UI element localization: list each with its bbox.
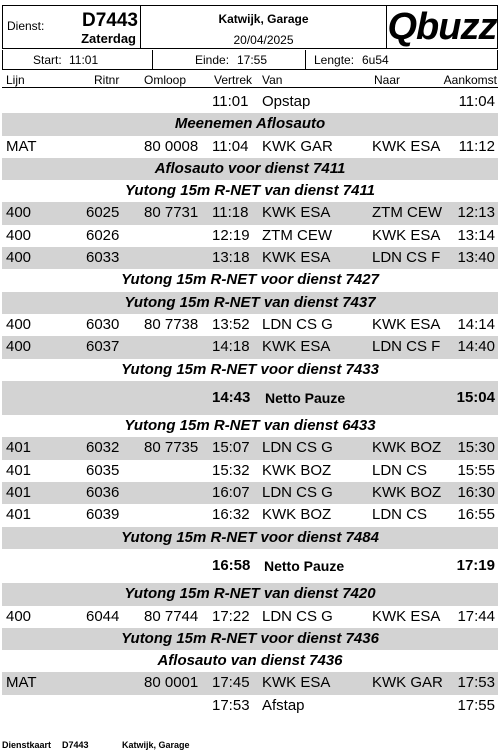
trip-row <box>2 202 498 224</box>
cell-naar: KWK ESA <box>372 226 441 244</box>
start-label: Start: <box>33 53 62 67</box>
section-heading-text: Yutong 15m R-NET van dienst 6433 <box>124 417 376 435</box>
cell-aankomst: 13:14 <box>457 226 495 244</box>
dienst-label: Dienst: <box>7 19 45 33</box>
lengte-cell <box>306 50 497 69</box>
section-heading-text: Yutong 15m R-NET van dienst 7420 <box>124 585 376 603</box>
cell-naar: LDN CS F <box>372 249 441 267</box>
col-vertrek: Vertrek <box>214 73 253 87</box>
cell-aankomst: 14:40 <box>457 338 495 356</box>
cell-vertrek: 16:32 <box>212 506 250 524</box>
section-heading-text: Yutong 15m R-NET voor dienst 7484 <box>121 528 379 546</box>
cell-naar: KWK ESA <box>372 137 441 155</box>
section-heading <box>2 158 498 180</box>
cell-lijn: 400 <box>6 226 32 244</box>
cell-vertrek: 17:53 <box>212 696 250 714</box>
section-heading <box>2 180 498 202</box>
cell-naar: KWK ESA <box>372 315 441 333</box>
cell-aankomst: 15:30 <box>457 439 495 457</box>
cell-vertrek: 17:45 <box>212 674 250 692</box>
einde-time: 17:55 <box>237 53 268 67</box>
cell-van: LDN CS G <box>262 439 333 457</box>
cell-aankomst: 15:55 <box>457 461 495 479</box>
cell-vertrek: 15:32 <box>212 461 250 479</box>
trip-row <box>2 460 498 482</box>
cell-omloop: 80 0008 <box>144 137 199 155</box>
schedule-table <box>2 91 498 717</box>
qbuzz-logo: Qbuzz <box>387 6 497 48</box>
trip-row <box>2 225 498 247</box>
cell-lijn: 400 <box>6 204 32 222</box>
pause-start: 16:58 <box>212 556 251 574</box>
cell-ritnr: 6037 <box>86 338 120 356</box>
section-heading <box>2 628 498 650</box>
einde-cell <box>153 50 306 69</box>
cell-van: KWK GAR <box>262 137 333 155</box>
footer-card-nr: D7443 <box>62 740 89 750</box>
cell-lijn: 401 <box>6 461 32 479</box>
cell-naar: KWK ESA <box>372 607 441 625</box>
cell-omloop: 80 0001 <box>144 674 199 692</box>
section-heading <box>2 650 498 672</box>
cell-vertrek: 16:07 <box>212 484 250 502</box>
cell-van: KWK ESA <box>262 338 331 356</box>
cell-lijn: 400 <box>6 249 32 267</box>
trip-row <box>2 437 498 459</box>
section-heading-text: Yutong 15m R-NET voor dienst 7436 <box>121 629 379 647</box>
col-aankomst: Aankomst <box>443 73 497 87</box>
trip-row <box>2 695 498 717</box>
section-heading <box>2 292 498 314</box>
cell-lijn: 401 <box>6 506 32 524</box>
logo-cell <box>387 6 497 48</box>
lengte-label: Lengte: <box>314 53 355 67</box>
cell-van: KWK BOZ <box>262 461 332 479</box>
cell-van: KWK ESA <box>262 204 331 222</box>
trip-row <box>2 336 498 358</box>
cell-ritnr: 6026 <box>86 226 120 244</box>
cell-van: ZTM CEW <box>262 226 332 244</box>
col-omloop: Omloop <box>144 73 187 87</box>
cell-naar: LDN CS F <box>372 338 441 356</box>
cell-naar: LDN CS <box>372 506 428 524</box>
pause-end: 17:19 <box>456 556 495 574</box>
cell-ritnr: 6033 <box>86 249 120 267</box>
cell-van: LDN CS G <box>262 315 333 333</box>
cell-van: LDN CS G <box>262 484 333 502</box>
section-heading <box>2 359 498 381</box>
cell-ritnr: 6032 <box>86 439 120 457</box>
cell-aankomst: 17:44 <box>457 607 495 625</box>
cell-ritnr: 6025 <box>86 204 120 222</box>
header-times <box>2 50 498 70</box>
section-heading-text: Aflosauto voor dienst 7411 <box>154 159 346 177</box>
cell-lijn: 400 <box>6 338 32 356</box>
cell-vertrek: 17:22 <box>212 607 250 625</box>
section-heading-text: Yutong 15m R-NET van dienst 7411 <box>124 182 376 200</box>
cell-aankomst: 11:12 <box>458 137 495 155</box>
cell-vertrek: 12:19 <box>212 226 250 244</box>
cell-omloop: 80 7731 <box>144 204 199 222</box>
cell-aankomst: 16:55 <box>457 506 495 524</box>
lengte-value: 6u54 <box>362 53 389 67</box>
trip-row <box>2 504 498 526</box>
cell-omloop: 80 7735 <box>144 439 199 457</box>
cell-van: Afstap <box>262 696 305 714</box>
cell-naar: KWK BOZ <box>372 439 442 457</box>
trip-row <box>2 91 498 113</box>
cell-vertrek: 13:52 <box>212 315 250 333</box>
footer-location: Katwijk, Garage <box>122 740 190 750</box>
trip-row <box>2 136 498 158</box>
dienst-cell <box>3 6 141 48</box>
cell-van: LDN CS G <box>262 607 333 625</box>
cell-naar: ZTM CEW <box>372 204 442 222</box>
cell-naar: LDN CS <box>372 461 428 479</box>
section-heading-text: Aflosauto van dienst 7436 <box>157 652 343 670</box>
cell-aankomst: 13:40 <box>457 249 495 267</box>
cell-lijn: MAT <box>6 137 37 155</box>
cell-ritnr: 6044 <box>86 607 120 625</box>
cell-vertrek: 11:01 <box>212 93 249 110</box>
cell-vertrek: 14:18 <box>212 338 250 356</box>
cell-van: KWK ESA <box>262 674 331 692</box>
einde-label: Einde: <box>195 53 230 67</box>
pause-start: 14:43 <box>212 388 251 406</box>
cell-ritnr: 6036 <box>86 484 120 502</box>
cell-aankomst: 17:55 <box>457 696 495 714</box>
dienst-number: D7443 <box>82 10 138 31</box>
cell-vertrek: 15:07 <box>212 439 250 457</box>
col-naar: Naar <box>374 73 401 87</box>
section-heading-text: Yutong 15m R-NET van dienst 7437 <box>124 293 376 311</box>
trip-row <box>2 482 498 504</box>
cell-aankomst: 11:04 <box>458 93 495 110</box>
cell-ritnr: 6035 <box>86 461 120 479</box>
cell-lijn: 401 <box>6 439 32 457</box>
pause-end: 15:04 <box>456 388 495 406</box>
col-lijn: Lijn <box>6 73 25 87</box>
section-heading <box>2 527 498 549</box>
cell-aankomst: 17:53 <box>457 674 495 692</box>
col-ritnr: Ritnr <box>94 73 120 87</box>
cell-naar: KWK GAR <box>372 674 443 692</box>
cell-omloop: 80 7744 <box>144 607 199 625</box>
start-cell <box>3 50 153 69</box>
cell-aankomst: 12:13 <box>457 204 495 222</box>
section-heading <box>2 415 498 437</box>
section-heading-text: Yutong 15m R-NET voor dienst 7427 <box>121 271 379 289</box>
cell-vertrek: 11:04 <box>212 137 249 155</box>
cell-aankomst: 14:14 <box>457 315 495 333</box>
date: 20/04/2025 <box>233 33 294 47</box>
section-heading-text: Meenemen Aflosauto <box>174 115 326 133</box>
footer-label: Dienstkaart <box>2 740 52 750</box>
cell-lijn: 400 <box>6 607 32 625</box>
location-cell <box>141 6 387 48</box>
trip-row <box>2 247 498 269</box>
pause-row <box>2 555 498 577</box>
cell-van: Opstap <box>262 93 311 110</box>
col-van: Van <box>262 73 283 87</box>
section-heading-text: Yutong 15m R-NET voor dienst 7433 <box>121 360 379 378</box>
cell-omloop: 80 7738 <box>144 315 199 333</box>
cell-naar: KWK BOZ <box>372 484 442 502</box>
trip-row <box>2 314 498 336</box>
cell-van: KWK ESA <box>262 249 331 267</box>
cell-ritnr: 6039 <box>86 506 120 524</box>
section-heading <box>2 583 498 605</box>
cell-aankomst: 16:30 <box>457 484 495 502</box>
section-heading <box>2 269 498 291</box>
cell-lijn: 400 <box>6 315 32 333</box>
day-label: Zaterdag <box>81 31 136 46</box>
cell-vertrek: 11:18 <box>212 204 249 222</box>
section-heading <box>2 113 498 135</box>
cell-lijn: MAT <box>6 674 37 692</box>
trip-row <box>2 606 498 628</box>
start-time: 11:01 <box>69 53 99 67</box>
cell-ritnr: 6030 <box>86 315 120 333</box>
pause-row <box>2 387 498 409</box>
cell-lijn: 401 <box>6 484 32 502</box>
trip-row <box>2 672 498 694</box>
column-header <box>2 72 498 88</box>
location: Katwijk, Garage <box>218 12 309 26</box>
pause-label: Netto Pauze <box>265 389 346 406</box>
cell-vertrek: 13:18 <box>212 249 250 267</box>
pause-label: Netto Pauze <box>264 557 345 574</box>
cell-van: KWK BOZ <box>262 506 332 524</box>
header-top <box>2 5 498 49</box>
